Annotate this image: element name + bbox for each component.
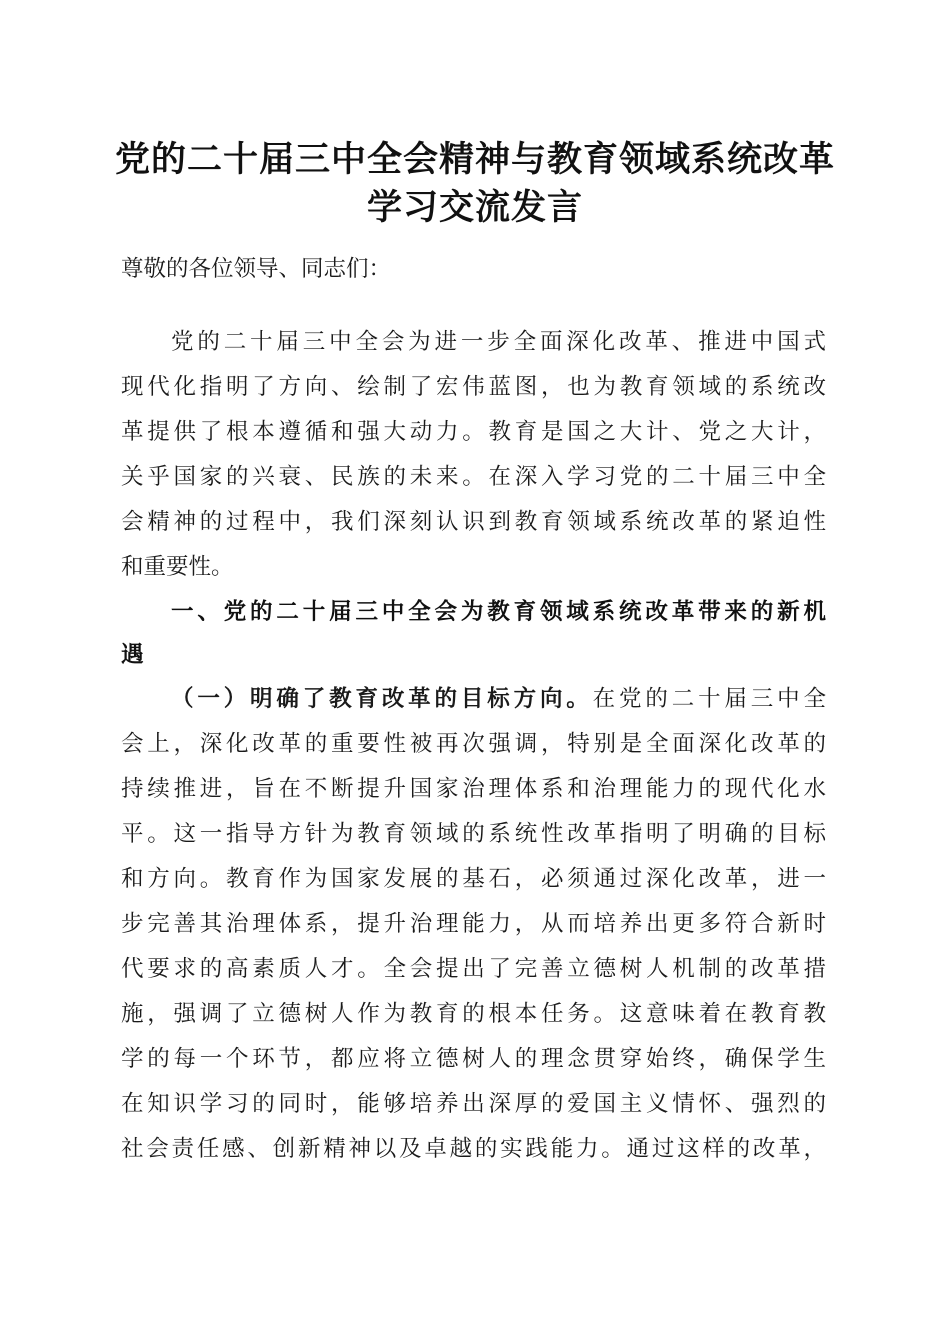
subsection-1-line: 平。这一指导方针为教育领域的系统性改革指明了明确的目标 xyxy=(121,821,826,847)
subsection-1-line: 施，强调了立德树人作为教育的根本任务。这意味着在教育教 xyxy=(121,1001,826,1027)
subsection-1-line: 在知识学习的同时，能够培养出深厚的爱国主义情怀、强烈的 xyxy=(121,1091,826,1117)
subsection-1-first-line-rest: 在党的二十届三中全 xyxy=(592,686,826,712)
subsection-1-line: 步完善其治理体系，提升治理能力，从而培养出更多符合新时 xyxy=(121,911,826,937)
document-title-line-2: 学习交流发言 xyxy=(366,187,583,228)
subsection-1-line: 持续推进，旨在不断提升国家治理体系和治理能力的现代化水 xyxy=(121,776,826,802)
document-title-line-1: 党的二十届三中全会精神与教育领域系统改革 xyxy=(114,139,835,180)
salutation: 尊敬的各位领导、同志们： xyxy=(121,256,392,282)
intro-paragraph-line: 关乎国家的兴衰、民族的未来。在深入学习党的二十届三中全 xyxy=(121,464,826,490)
subsection-1-line: 会上，深化改革的重要性被再次强调，特别是全面深化改革的 xyxy=(121,731,826,757)
intro-paragraph-line: 革提供了根本遵循和强大动力。教育是国之大计、党之大计， xyxy=(121,419,826,445)
intro-paragraph-line: 党的二十届三中全会为进一步全面深化改革、推进中国式 xyxy=(171,329,826,355)
subsection-1-line: 代要求的高素质人才。全会提出了完善立德树人机制的改革措 xyxy=(121,956,826,982)
intro-paragraph-line: 会精神的过程中，我们深刻认识到教育领域系统改革的紧迫性 xyxy=(121,509,826,535)
section-1-heading-line-2: 遇 xyxy=(121,642,144,668)
subsection-1-line: 和方向。教育作为国家发展的基石，必须通过深化改革，进一 xyxy=(121,866,826,892)
subsection-1-line: 学的每一个环节，都应将立德树人的理念贯穿始终，确保学生 xyxy=(121,1046,826,1072)
subsection-1-first-line xyxy=(171,677,826,721)
subsection-1-label: （一）明确了教育改革的目标方向。 xyxy=(171,686,593,712)
intro-paragraph-line: 现代化指明了方向、绘制了宏伟蓝图，也为教育领域的系统改 xyxy=(121,374,826,400)
subsection-1-line: 社会责任感、创新精神以及卓越的实践能力。通过这样的改革， xyxy=(121,1136,826,1162)
intro-paragraph-line: 和重要性。 xyxy=(121,554,234,580)
section-1-heading-line-1: 一、党的二十届三中全会为教育领域系统改革带来的新机 xyxy=(171,599,826,625)
